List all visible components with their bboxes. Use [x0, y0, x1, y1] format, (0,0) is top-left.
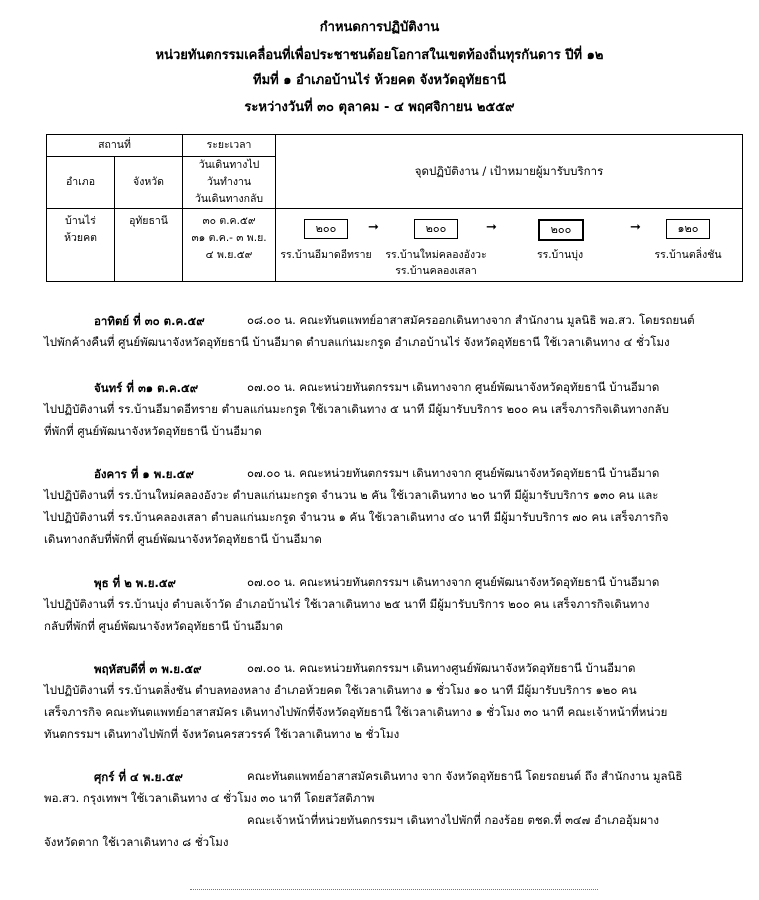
travel-back-label: วันเดินทางกลับ: [194, 193, 264, 205]
district-2: ห้วยคต: [64, 232, 97, 244]
stop-4-name: รร.บ้านตลิ่งชัน: [654, 249, 722, 261]
day-line: ๐๗.๐๐ น. คณะหน่วยทันตกรรมฯ เดินทางศูนย์พัฒนาจังหวัดอุทัยธานี บ้านอีมาด: [247, 661, 636, 675]
province-cell: อุทัยธานี: [115, 209, 183, 282]
day-line: ๐๘.๐๐ น. คณะทันตแพทย์อาสาสมัครออกเดินทางจาก สำนักงาน มูลนิธิ พอ.สว. โดยรถยนต์: [247, 313, 695, 327]
arrow-right-icon: ➞: [368, 220, 379, 235]
day-line: ๐๗.๐๐ น. คณะหน่วยทันตกรรมฯ เดินทางจาก ศูนย์พัฒนาจังหวัดอุทัยธานี บ้านอีมาด: [247, 466, 660, 480]
date-travel-back: ๔ พ.ย.๕๙: [205, 249, 253, 261]
arrow-right-icon: ➞: [486, 220, 497, 235]
arrow-right-icon: ➞: [630, 220, 641, 235]
district-header: อำเภอ: [47, 157, 115, 209]
day-line: ไปปฏิบัติงานที่ รร.บ้านอีมาดอีทราย ตำบลแก่นมะกรูด ใช้เวลาเดินทาง ๕ นาที มีผู้มารับบริการ ๒๐๐ คน เสร็จภารกิจเดินทางกลับ: [44, 402, 669, 416]
date-travel-out: ๓๐ ต.ค.๕๙: [202, 215, 256, 227]
district-1: บ้านไร่: [65, 215, 96, 227]
stop-2-count: ๒๐๐: [414, 219, 458, 239]
day-label: จันทร์ ที่ ๓๑ ต.ค.๕๙: [94, 381, 199, 395]
date-work: ๓๑ ต.ค.- ๓ พ.ย.: [191, 232, 267, 244]
doc-title: กำหนดการปฏิบัติงาน: [319, 20, 440, 35]
stop-3-name: รร.บ้านบุ่ง: [536, 249, 584, 261]
footer-divider: [190, 889, 598, 890]
doc-subtitle: หน่วยทันตกรรมเคลื่อนที่เพื่อประชาชนด้อยโอกาสในเขตท้องถิ่นทุรกันดาร ปีที่ ๑๒: [155, 48, 604, 63]
stop-1-name: รร.บ้านอีมาดอีทราย: [280, 249, 372, 261]
day-line: คณะเจ้าหน้าที่หน่วยทันตกรรมฯ เดินทางไปพักที่ กองร้อย ตชด.ที่ ๓๔๗ อำเภออุ้มผาง: [247, 813, 660, 827]
day-line: กลับที่พักที่ ศูนย์พัฒนาจังหวัดอุทัยธานี บ้านอีมาด: [44, 619, 283, 633]
stop-2-name-b: รร.บ้านคลองเสลา: [395, 265, 477, 277]
stop-3-count: ๒๐๐: [538, 219, 584, 241]
route-cell: [276, 209, 743, 282]
day-line: ๐๗.๐๐ น. คณะหน่วยทันตกรรมฯ เดินทางจาก ศูนย์พัฒนาจังหวัดอุทัยธานี บ้านอีมาด: [247, 380, 660, 394]
day-line: ทันตกรรมฯ เดินทางไปพักที่ จังหวัดนครสวรรค์ ใช้เวลาเดินทาง ๒ ชั่วโมง: [44, 727, 400, 741]
day-line: จังหวัดตาก ใช้เวลาเดินทาง ๘ ชั่วโมง: [44, 835, 229, 849]
team-line: ทีมที่ ๑ อำเภอบ้านไร่ ห้วยคต จังหวัดอุทัยธานี: [253, 73, 506, 88]
day-line: คณะทันตแพทย์อาสาสมัครเดินทาง จาก จังหวัดอุทัยธานี โดยรถยนต์ ถึง สำนักงาน มูลนิธิ: [247, 769, 683, 783]
day-line: ไปปฏิบัติงานที่ รร.บ้านใหม่คลองอังวะ ตำบลแก่นมะกรูด จำนวน ๒ คัน ใช้เวลาเดินทาง ๒๐ นาที มีผู้มารับบริการ ๑๓๐ คน และ: [44, 488, 659, 502]
target-header: จุดปฏิบัติงาน / เป้าหมายผู้มารับบริการ: [276, 135, 743, 209]
day-line: ไปปฏิบัติงานที่ รร.บ้านคลองเสลา ตำบลแก่นมะกรูด จำนวน ๑ คัน ใช้เวลาเดินทาง ๔๐ นาที มีผู้มารับบริการ ๗๐ คน เสร็จภารกิจ: [44, 510, 669, 524]
province-header: จังหวัด: [115, 157, 183, 209]
day-line: เดินทางกลับที่พักที่ ศูนย์พัฒนาจังหวัดอุทัยธานี บ้านอีมาด: [44, 532, 322, 546]
day-line: ไปพักค้างคืนที่ ศูนย์พัฒนาจังหวัดอุทัยธานี บ้านอีมาด ตำบลแก่นมะกรูด อำเภอบ้านไร่ จังหวัดอุทัยธานี ใช้เวลาเดินทาง ๔ ชั่วโมง: [44, 335, 670, 349]
place-header: สถานที่: [47, 135, 183, 157]
day-label: พฤหัสบดีที่ ๓ พ.ย.๕๙: [94, 662, 202, 676]
day-line: เสร็จภารกิจ คณะทันตแพทย์อาสาสมัคร เดินทางไปพักที่จังหวัดอุทัยธานี ใช้เวลาเดินทาง ๑ ชั่วโมง ๓๐ นาที คณะเจ้าหน้าที่หน่วย: [44, 705, 668, 719]
day-line: ที่พักที่ ศูนย์พัฒนาจังหวัดอุทัยธานี บ้านอีมาด: [44, 424, 262, 438]
period-header: ระยะเวลา: [183, 135, 276, 157]
district-cell: [47, 209, 115, 282]
travel-out-label: วันเดินทางไป: [198, 159, 260, 171]
date-range: ระหว่างวันที่ ๓๐ ตุลาคม - ๔ พฤศจิกายน ๒๕๕๙: [244, 100, 515, 115]
schedule-table: [46, 134, 743, 282]
dates-cell: [183, 209, 276, 282]
stop-1-count: ๒๐๐: [304, 219, 348, 239]
route-diagram: [276, 209, 742, 281]
stop-2-names: [376, 249, 496, 278]
day-line: ๐๗.๐๐ น. คณะหน่วยทันตกรรมฯ เดินทางจาก ศูนย์พัฒนาจังหวัดอุทัยธานี บ้านอีมาด: [247, 575, 660, 589]
day-label: อาทิตย์ ที่ ๓๐ ต.ค.๕๙: [94, 314, 205, 328]
work-day-label: วันทำงาน: [206, 176, 252, 188]
day-label: พุธ ที่ ๒ พ.ย.๕๙: [94, 576, 176, 590]
stop-4-count: ๑๒๐: [666, 219, 710, 239]
travel-header: [183, 157, 276, 209]
day-label: ศุกร์ ที่ ๔ พ.ย.๕๙: [94, 770, 183, 784]
day-line: ไปปฏิบัติงานที่ รร.บ้านตลิ่งชัน ตำบลทองหลาง อำเภอห้วยคต ใช้เวลาเดินทาง ๑ ชั่วโมง ๑๐ นาที มีผู้มารับบริการ ๑๒๐ คน: [44, 683, 637, 697]
day-line: ไปปฏิบัติงานที่ รร.บ้านบุ่ง ตำบลเจ้าวัด อำเภอบ้านไร่ ใช้เวลาเดินทาง ๒๕ นาที มีผู้มารับบริการ ๒๐๐ คน เสร็จภารกิจเดินทาง: [44, 597, 650, 611]
day-label: อังคาร ที่ ๑ พ.ย.๕๙: [94, 467, 194, 481]
day-line: พอ.สว. กรุงเทพฯ ใช้เวลาเดินทาง ๔ ชั่วโมง ๓๐ นาที โดยสวัสดิภาพ: [44, 791, 375, 805]
stop-2-name: รร.บ้านใหม่คลองอังวะ: [385, 249, 487, 261]
